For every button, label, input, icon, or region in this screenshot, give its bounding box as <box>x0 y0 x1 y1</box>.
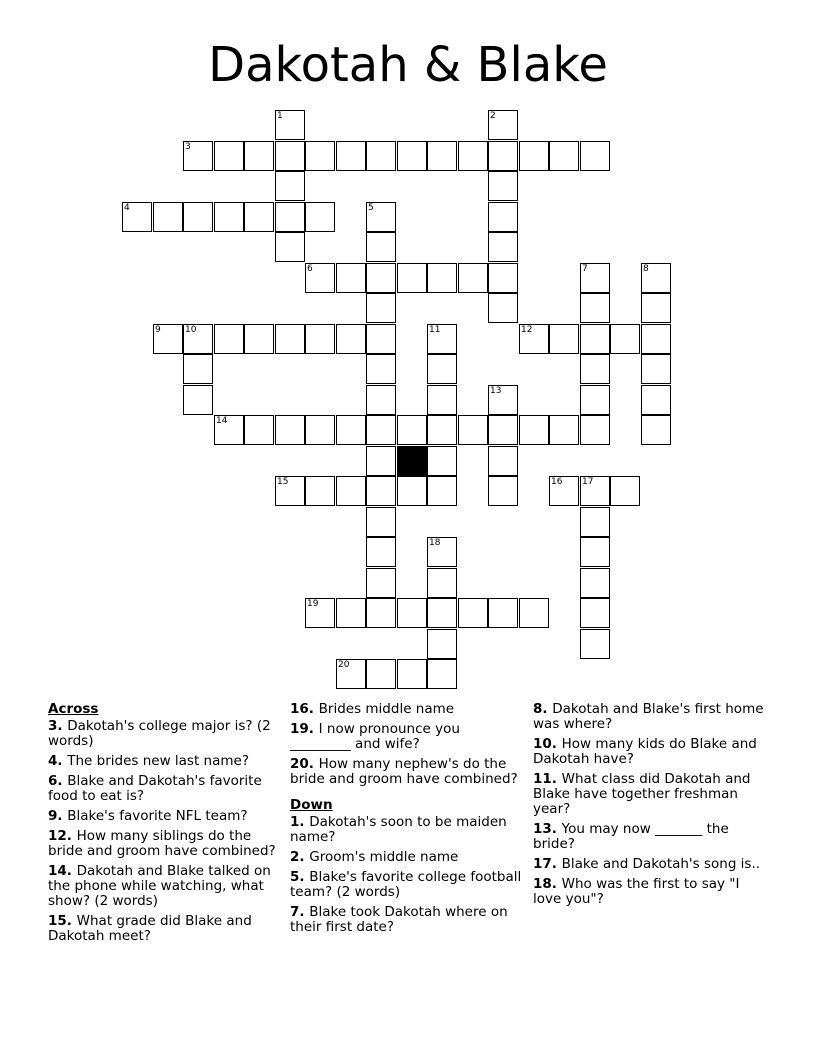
grid-cell[interactable] <box>336 263 366 293</box>
grid-cell[interactable] <box>397 598 427 628</box>
clue-item: 4. The brides new last name? <box>48 753 250 769</box>
grid-cell[interactable] <box>427 568 457 598</box>
clues-column-3 <box>533 702 768 912</box>
clue-item-number: 20 <box>290 756 309 772</box>
grid-cell[interactable] <box>366 476 396 506</box>
grid-cell[interactable] <box>580 293 610 323</box>
clue-item-number: 13 <box>533 821 552 837</box>
grid-cell[interactable] <box>397 659 427 689</box>
grid-cell[interactable] <box>641 415 671 445</box>
clue-item-number: 14 <box>48 863 67 879</box>
clue-item: 13. You may now _______ the bride? <box>533 821 729 852</box>
clue-item-number: 5 <box>290 869 300 885</box>
clue-item-text: Blake's favorite NFL team? <box>67 808 248 824</box>
clue-item-number: 3 <box>48 718 58 734</box>
clue-item-number: 11 <box>533 771 552 787</box>
grid-cell[interactable] <box>580 629 610 659</box>
grid-cell[interactable] <box>488 293 518 323</box>
clue-item: 6. Blake and Dakotah's favorite food to eat is? <box>48 773 262 804</box>
clue-item-text: Groom's middle name <box>309 849 459 865</box>
grid-cell[interactable] <box>336 659 366 689</box>
clue-item-text: What class did Dakotah and Blake have together freshman year? <box>533 771 751 817</box>
clue-item-text: Blake and Dakotah's favorite food to eat is? <box>48 773 262 804</box>
grid-cell[interactable] <box>214 324 244 354</box>
grid-cell[interactable] <box>549 324 579 354</box>
clue-number: 10 <box>185 325 197 335</box>
clue-item-text: Dakotah's soon to be maiden name? <box>290 814 507 845</box>
grid-cell[interactable] <box>336 598 366 628</box>
grid-cell[interactable] <box>275 171 305 201</box>
clue-item: 9. Blake's favorite NFL team? <box>48 808 248 824</box>
clue-number: 12 <box>521 325 533 335</box>
clue-number: 3 <box>185 142 191 152</box>
grid-cell[interactable] <box>641 263 671 293</box>
clue-item: 17. Blake and Dakotah's song is.. <box>533 856 761 872</box>
grid-cell[interactable] <box>183 354 213 384</box>
grid-cell[interactable] <box>488 232 518 262</box>
grid-cell[interactable] <box>641 293 671 323</box>
down-clue-list-continued <box>533 702 768 907</box>
clue-item-number: 17 <box>533 856 552 872</box>
grid-cell[interactable] <box>305 476 335 506</box>
grid-cell[interactable] <box>488 446 518 476</box>
clue-item: 12. How many siblings do the bride and groom have combined? <box>48 828 276 859</box>
grid-cell[interactable] <box>366 446 396 476</box>
clue-item: 8. Dakotah and Blake's first home was where? <box>533 701 764 732</box>
clue-number: 14 <box>216 416 228 426</box>
grid-cell[interactable] <box>305 263 335 293</box>
clue-number: 16 <box>551 477 563 487</box>
grid-cell[interactable] <box>488 598 518 628</box>
grid-cell[interactable] <box>427 659 457 689</box>
grid-cell[interactable] <box>305 598 335 628</box>
down-heading: Down <box>290 797 333 813</box>
grid-cell[interactable] <box>580 415 610 445</box>
across-heading: Across <box>48 701 99 717</box>
clue-number: 17 <box>582 477 594 487</box>
clues-column-2 <box>290 702 522 940</box>
grid-cell[interactable] <box>336 141 366 171</box>
grid-cell[interactable] <box>427 415 457 445</box>
clue-item: 19. I now pronounce you _________ and wife? <box>290 721 460 752</box>
grid-cell[interactable] <box>549 476 579 506</box>
clue-item-number: 19 <box>290 721 309 737</box>
clue-item-text: Blake's favorite college football team? (2 words) <box>290 869 522 900</box>
clue-item-number: 18 <box>533 876 552 892</box>
clue-item-number: 2 <box>290 849 300 865</box>
grid-cell[interactable] <box>305 324 335 354</box>
clue-item: 20. How many nephew's do the bride and groom have combined? <box>290 756 518 787</box>
grid-cell[interactable] <box>488 141 518 171</box>
across-clue-list <box>48 719 280 944</box>
clue-item-number: 7 <box>290 904 300 920</box>
grid-cell[interactable] <box>122 202 152 232</box>
grid-cell[interactable] <box>397 415 427 445</box>
grid-cell[interactable] <box>427 263 457 293</box>
clue-item-text: You may now _______ the bride? <box>533 821 729 852</box>
grid-cell[interactable] <box>580 354 610 384</box>
clue-item-number: 1 <box>290 814 300 830</box>
grid-cell[interactable] <box>153 324 183 354</box>
clue-item-number: 8 <box>533 701 543 717</box>
grid-cell[interactable] <box>214 141 244 171</box>
grid-cell[interactable] <box>519 141 549 171</box>
clue-number: 13 <box>490 386 502 396</box>
clue-number: 15 <box>277 477 289 487</box>
clue-item: 3. Dakotah's college major is? (2 words) <box>48 718 271 749</box>
grid-cell[interactable] <box>488 476 518 506</box>
grid-cell[interactable] <box>488 171 518 201</box>
clue-item-text: How many kids do Blake and Dakotah have? <box>533 736 757 767</box>
grid-cell[interactable] <box>580 385 610 415</box>
clue-item: 5. Blake's favorite college football team? (2 words) <box>290 869 522 900</box>
grid-cell[interactable] <box>366 385 396 415</box>
grid-cell[interactable] <box>458 141 488 171</box>
clue-item: 18. Who was the first to say "I love you"? <box>533 876 740 907</box>
clue-number: 8 <box>643 264 649 274</box>
grid-cell[interactable] <box>427 446 457 476</box>
clue-item-number: 9 <box>48 808 58 824</box>
clue-item: 15. What grade did Blake and Dakotah meet? <box>48 913 252 944</box>
grid-cell[interactable] <box>458 598 488 628</box>
clue-item-text: Who was the first to say "I love you"? <box>533 876 740 907</box>
across-clue-list-continued <box>290 702 522 787</box>
clue-item-text: I now pronounce you _________ and wife? <box>290 721 460 752</box>
grid-cell[interactable] <box>427 354 457 384</box>
grid-cell[interactable] <box>580 324 610 354</box>
grid-cell[interactable] <box>275 110 305 140</box>
grid-cell[interactable] <box>275 324 305 354</box>
grid-cell[interactable] <box>580 537 610 567</box>
grid-cell[interactable] <box>305 141 335 171</box>
clue-item-text: Dakotah and Blake talked on the phone while watching, what show? (2 words) <box>48 863 271 909</box>
grid-cell[interactable] <box>366 354 396 384</box>
grid-cell[interactable] <box>519 415 549 445</box>
grid-cell[interactable] <box>244 415 274 445</box>
grid-cell[interactable] <box>244 324 274 354</box>
grid-cell[interactable] <box>488 110 518 140</box>
grid-cell[interactable] <box>427 629 457 659</box>
grid-cell[interactable] <box>641 354 671 384</box>
clue-number: 9 <box>155 325 161 335</box>
grid-cell[interactable] <box>366 232 396 262</box>
grid-cell[interactable] <box>580 598 610 628</box>
grid-cell[interactable] <box>427 537 457 567</box>
grid-cell[interactable] <box>275 476 305 506</box>
grid-cell[interactable] <box>427 476 457 506</box>
clue-number: 1 <box>277 111 283 121</box>
grid-cell[interactable] <box>641 324 671 354</box>
clue-item-number: 12 <box>48 828 67 844</box>
clue-item: 16. Brides middle name <box>290 701 455 717</box>
clue-item: 2. Groom's middle name <box>290 849 459 865</box>
grid-cell[interactable] <box>610 324 640 354</box>
grid-cell[interactable] <box>488 202 518 232</box>
grid-cell[interactable] <box>275 202 305 232</box>
grid-cell[interactable] <box>610 476 640 506</box>
clue-item: 10. How many kids do Blake and Dakotah have? <box>533 736 757 767</box>
clue-number: 20 <box>338 660 350 670</box>
black-cell <box>397 446 427 476</box>
grid-cell[interactable] <box>336 476 366 506</box>
clue-number: 5 <box>368 203 374 213</box>
grid-cell[interactable] <box>366 537 396 567</box>
grid-cell[interactable] <box>580 141 610 171</box>
grid-cell[interactable] <box>214 202 244 232</box>
grid-cell[interactable] <box>397 263 427 293</box>
clue-number: 2 <box>490 111 496 121</box>
clue-number: 6 <box>307 264 313 274</box>
clue-number: 4 <box>124 203 130 213</box>
clue-item: 1. Dakotah's soon to be maiden name? <box>290 814 507 845</box>
clue-number: 11 <box>429 325 441 335</box>
grid-cell[interactable] <box>183 324 213 354</box>
grid-cell[interactable] <box>366 202 396 232</box>
grid-cell[interactable] <box>244 202 274 232</box>
clue-item: 11. What class did Dakotah and Blake have together freshman year? <box>533 771 751 817</box>
clue-item-text: Blake and Dakotah's song is.. <box>561 856 761 872</box>
grid-cell[interactable] <box>427 598 457 628</box>
grid-cell[interactable] <box>641 385 671 415</box>
grid-cell[interactable] <box>427 141 457 171</box>
clue-item-text: Brides middle name <box>318 701 455 717</box>
grid-cell[interactable] <box>153 202 183 232</box>
clue-item-text: Blake took Dakotah where on their first date? <box>290 904 508 935</box>
grid-cell[interactable] <box>549 141 579 171</box>
grid-cell[interactable] <box>305 202 335 232</box>
clue-item-number: 16 <box>290 701 309 717</box>
clue-number: 7 <box>582 264 588 274</box>
grid-cell[interactable] <box>366 263 396 293</box>
grid-cell[interactable] <box>336 415 366 445</box>
clue-item: 14. Dakotah and Blake talked on the phone while watching, what show? (2 words) <box>48 863 271 909</box>
grid-cell[interactable] <box>275 141 305 171</box>
grid-cell[interactable] <box>519 598 549 628</box>
clue-item-text: What grade did Blake and Dakotah meet? <box>48 913 252 944</box>
grid-cell[interactable] <box>366 659 396 689</box>
grid-cell[interactable] <box>580 507 610 537</box>
down-clue-list <box>290 815 522 935</box>
grid-cell[interactable] <box>183 385 213 415</box>
grid-cell[interactable] <box>366 598 396 628</box>
grid-cell[interactable] <box>183 141 213 171</box>
grid-cell[interactable] <box>183 202 213 232</box>
grid-cell[interactable] <box>366 568 396 598</box>
clue-item-text: How many nephew's do the bride and groom have combined? <box>290 756 518 787</box>
grid-cell[interactable] <box>366 141 396 171</box>
grid-cell[interactable] <box>488 415 518 445</box>
grid-cell[interactable] <box>366 324 396 354</box>
grid-cell[interactable] <box>275 232 305 262</box>
clue-item-number: 6 <box>48 773 58 789</box>
grid-cell[interactable] <box>458 263 488 293</box>
clue-item-text: How many siblings do the bride and groom have combined? <box>48 828 276 859</box>
grid-cell[interactable] <box>305 415 335 445</box>
grid-cell[interactable] <box>275 415 305 445</box>
clue-item-text: Dakotah's college major is? (2 words) <box>48 718 271 749</box>
grid-cell[interactable] <box>427 324 457 354</box>
clue-number: 19 <box>307 599 319 609</box>
grid-cell[interactable] <box>366 507 396 537</box>
clue-item-number: 4 <box>48 753 58 769</box>
grid-cell[interactable] <box>519 324 549 354</box>
grid-cell[interactable] <box>244 141 274 171</box>
grid-cell[interactable] <box>458 415 488 445</box>
clue-item-text: The brides new last name? <box>67 753 250 769</box>
grid-cell[interactable] <box>397 476 427 506</box>
clue-item: 7. Blake took Dakotah where on their first date? <box>290 904 508 935</box>
grid-cell[interactable] <box>580 476 610 506</box>
grid-cell[interactable] <box>488 263 518 293</box>
clues-column-1 <box>48 702 280 949</box>
page-title: Dakotah & Blake <box>208 37 608 93</box>
clue-item-number: 10 <box>533 736 552 752</box>
grid-cell[interactable] <box>427 385 457 415</box>
grid-cell[interactable] <box>366 293 396 323</box>
grid-cell[interactable] <box>214 415 244 445</box>
grid-cell[interactable] <box>580 568 610 598</box>
clue-item-number: 15 <box>48 913 67 929</box>
grid-cell[interactable] <box>580 263 610 293</box>
grid-cell[interactable] <box>488 385 518 415</box>
grid-cell[interactable] <box>397 141 427 171</box>
grid-cell[interactable] <box>549 415 579 445</box>
clue-item-text: Dakotah and Blake's first home was where? <box>533 701 764 732</box>
grid-cell[interactable] <box>336 324 366 354</box>
grid-cell[interactable] <box>366 415 396 445</box>
clue-number: 18 <box>429 538 441 548</box>
